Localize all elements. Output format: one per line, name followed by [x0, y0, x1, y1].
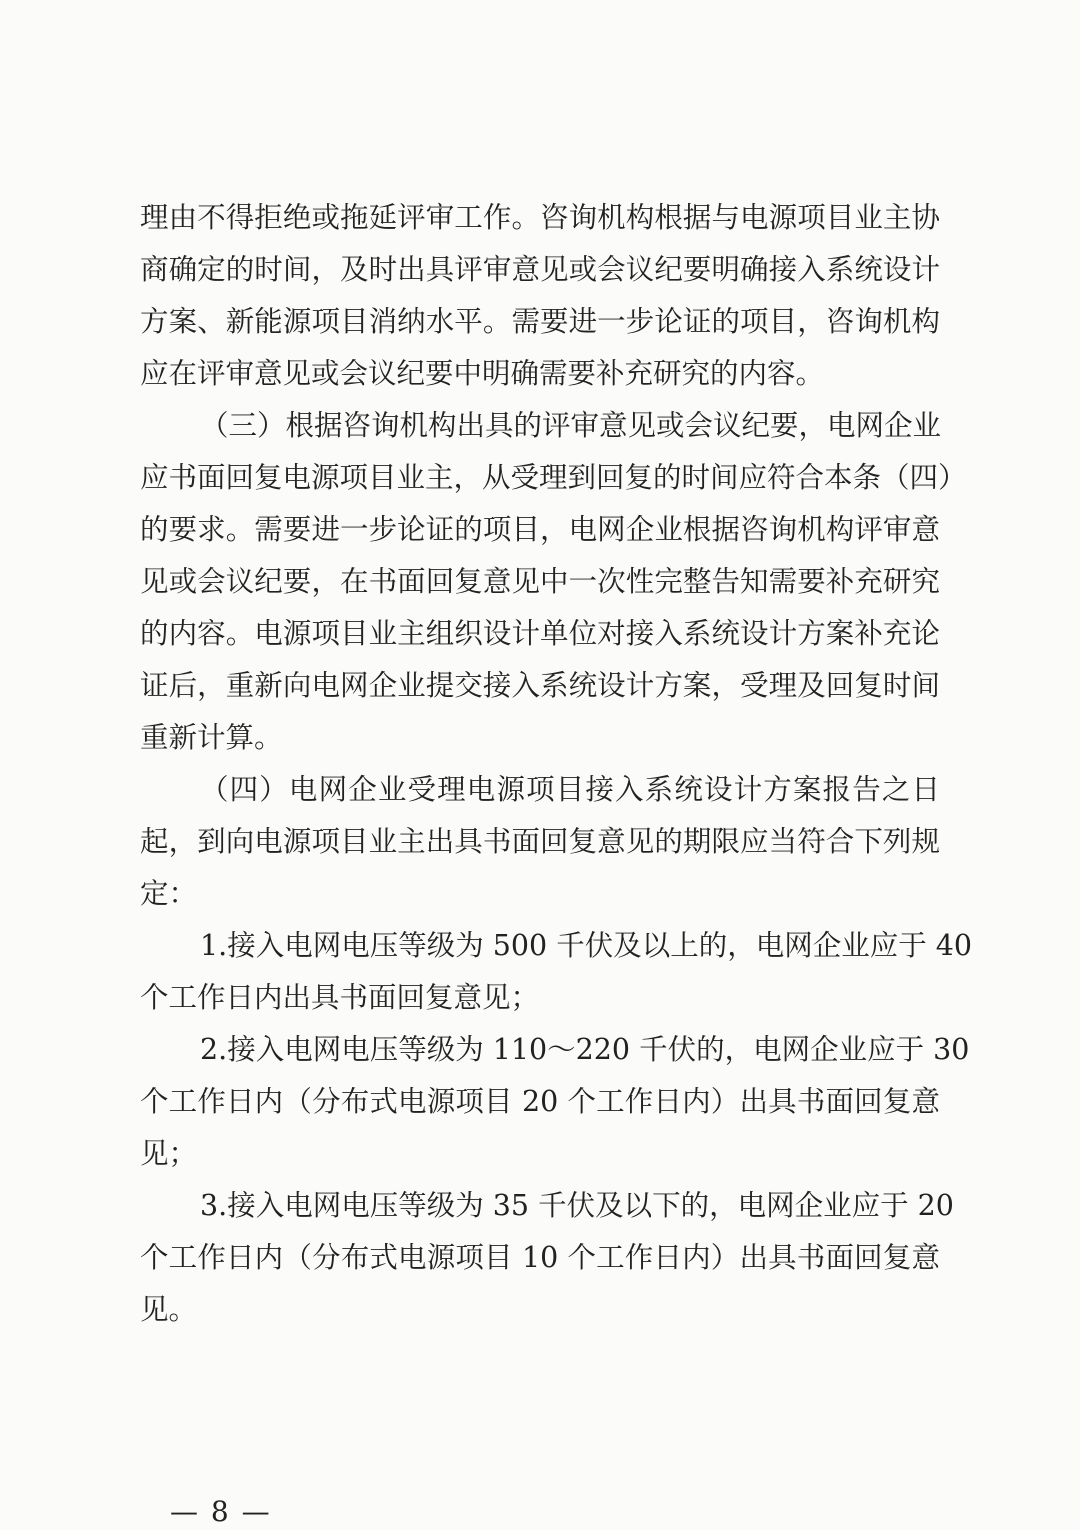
text-line-14: 定： [140, 877, 198, 910]
page-number: — 8 — [170, 1495, 272, 1528]
text-line-7: 的要求。需要进一步论证的项目，电网企业根据咨询机构评审意 [140, 513, 940, 546]
list-item-2-line-1: 2.接入电网电压等级为 110～220 千伏的，电网企业应于 30 [200, 1033, 970, 1066]
list-item-1-line-1: 1.接入电网电压等级为 500 千伏及以上的，电网企业应于 40 [200, 929, 973, 962]
list-item-1-line-2: 个工作日内出具书面回复意见； [140, 981, 540, 1014]
list-item-2-line-2: 个工作日内（分布式电源项目 20 个工作日内）出具书面回复意 [140, 1085, 940, 1118]
list-item-3-line-2: 个工作日内（分布式电源项目 10 个工作日内）出具书面回复意 [140, 1241, 940, 1274]
paragraph-4-heading-line: （四）电网企业受理电源项目接入系统设计方案报告之日 [200, 773, 940, 806]
list-item-2-line-3: 见； [140, 1137, 198, 1170]
text-line-10: 证后，重新向电网企业提交接入系统设计方案，受理及回复时间 [140, 669, 940, 702]
text-line-11: 重新计算。 [140, 721, 283, 754]
list-item-3-line-1: 3.接入电网电压等级为 35 千伏及以下的，电网企业应于 20 [200, 1189, 954, 1222]
text-line-2: 商确定的时间，及时出具评审意见或会议纪要明确接入系统设计 [140, 253, 940, 286]
text-line-13: 起，到向电源项目业主出具书面回复意见的期限应当符合下列规 [140, 825, 940, 858]
paragraph-3-heading-line: （三）根据咨询机构出具的评审意见或会议纪要，电网企业 [200, 409, 942, 442]
text-line-6: 应书面回复电源项目业主，从受理到回复的时间应符合本条（四） [140, 461, 967, 494]
text-line-9: 的内容。电源项目业主组织设计单位对接入系统设计方案补充论 [140, 617, 940, 650]
text-line-4: 应在评审意见或会议纪要中明确需要补充研究的内容。 [140, 357, 825, 390]
list-item-3-line-3: 见。 [140, 1293, 198, 1326]
text-line-8: 见或会议纪要，在书面回复意见中一次性完整告知需要补充研究 [140, 565, 940, 598]
text-line-3: 方案、新能源项目消纳水平。需要进一步论证的项目，咨询机构 [140, 305, 940, 338]
text-line-1: 理由不得拒绝或拖延评审工作。咨询机构根据与电源项目业主协 [140, 201, 940, 234]
